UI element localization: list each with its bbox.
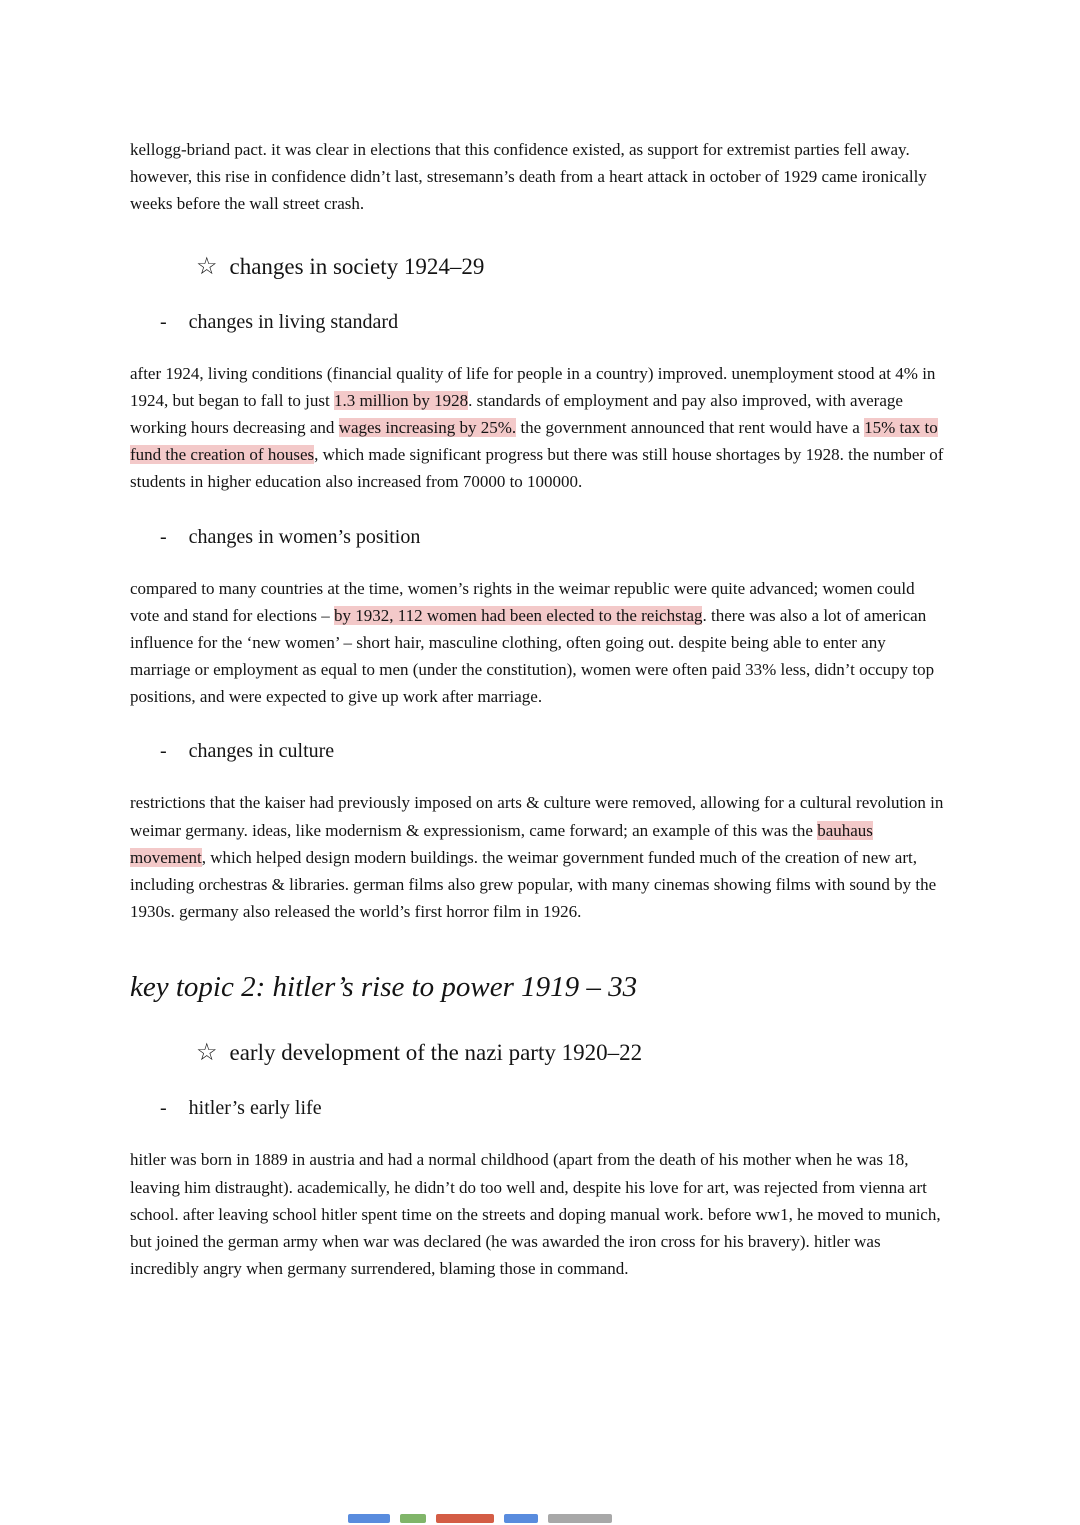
- star-icon: ☆: [196, 253, 218, 280]
- dash-bullet-icon: -: [160, 1097, 167, 1120]
- dash-bullet-icon: -: [160, 740, 167, 763]
- dash-bullet-icon: -: [160, 310, 167, 333]
- paragraph-living-standard: after 1924, living conditions (financial quality of life for people in a country) improved. unemployment stood at 4% in 1924, but began to fall to just 1.3 million by 1928. standards of employment and pay also improved, with average working hours decreasing and wages increasing by 25%. the government announced that rent would have a 15% tax to fund the creation of houses, which made significant progress but there was still house shortages by 1928. the number of students in higher education also increased from 70000 to 100000.: [130, 363, 944, 492]
- clipped-bottom-text: [348, 1514, 612, 1525]
- subheading-culture-text: changes in culture: [188, 740, 335, 763]
- star-icon: ☆: [196, 1040, 218, 1067]
- subheading-hitlers-early-life: [160, 1097, 940, 1120]
- subheading-living-standard: [160, 311, 940, 334]
- dash-bullet-icon: -: [160, 525, 167, 548]
- heading-changes-in-society: [196, 252, 945, 281]
- subheading-living-standard-text: changes in living standard: [188, 310, 399, 333]
- subheading-culture: [160, 740, 940, 763]
- subheading-womens-position: [160, 526, 940, 549]
- heading-early-nazi-party-text: early development of the nazi party 1920–22: [229, 1040, 643, 1066]
- paragraph-stresemann-confidence: kellogg-briand pact. it was clear in elections that this confidence existed, as support for extremist parties fell away. however, this rise in confidence didn’t last, stresemann’s death from a heart attack in october of 1929 came ironically weeks before the wall street crash.: [130, 140, 927, 214]
- heading-key-topic-2: key topic 2: hitler’s rise to power 1919 – 33: [130, 971, 638, 1004]
- paragraph-culture: restrictions that the kaiser had previously imposed on arts & culture were removed, allowing for a cultural revolution in weimar germany. ideas, like modernism & expressionism, came forward; an example of this was the bauhaus movement, which helped design modern buildings. the weimar government funded much of the creation of new art, including orchestras & libraries. german films also grew popular, with many cinemas showing films with sound by the 1930s. germany also released the world’s first horror film in 1926.: [130, 793, 944, 922]
- paragraph-hitlers-early-life: hitler was born in 1889 in austria and had a normal childhood (apart from the death of his mother when he was 18, leaving him distraught). academically, he didn’t do too well and, despite his love for art, was rejected from vienna art school. after leaving school hitler spent time on the streets and doping manual work. before ww1, he moved to munich, but joined the german army when war was declared (he was awarded the iron cross for his bravery). hitler was incredibly angry when germany surrendered, blaming those in command.: [130, 1150, 941, 1279]
- subheading-womens-position-text: changes in women’s position: [188, 525, 421, 548]
- heading-changes-in-society-text: changes in society 1924–29: [229, 253, 485, 279]
- paragraph-womens-position: compared to many countries at the time, women’s rights in the weimar republic were quite advanced; women could vote and stand for elections – by 1932, 112 women had been elected to the reichstag. there was also a lot of american influence for the ‘new women’ – short hair, masculine clothing, often going out. despite being able to enter any marriage or employment as equal to men (under the constitution), women were often paid 33% less, didn’t occupy top positions, and were expected to give up work after marriage.: [130, 578, 935, 707]
- heading-early-nazi-party: [196, 1038, 945, 1067]
- subheading-hitlers-early-life-text: hitler’s early life: [188, 1097, 322, 1120]
